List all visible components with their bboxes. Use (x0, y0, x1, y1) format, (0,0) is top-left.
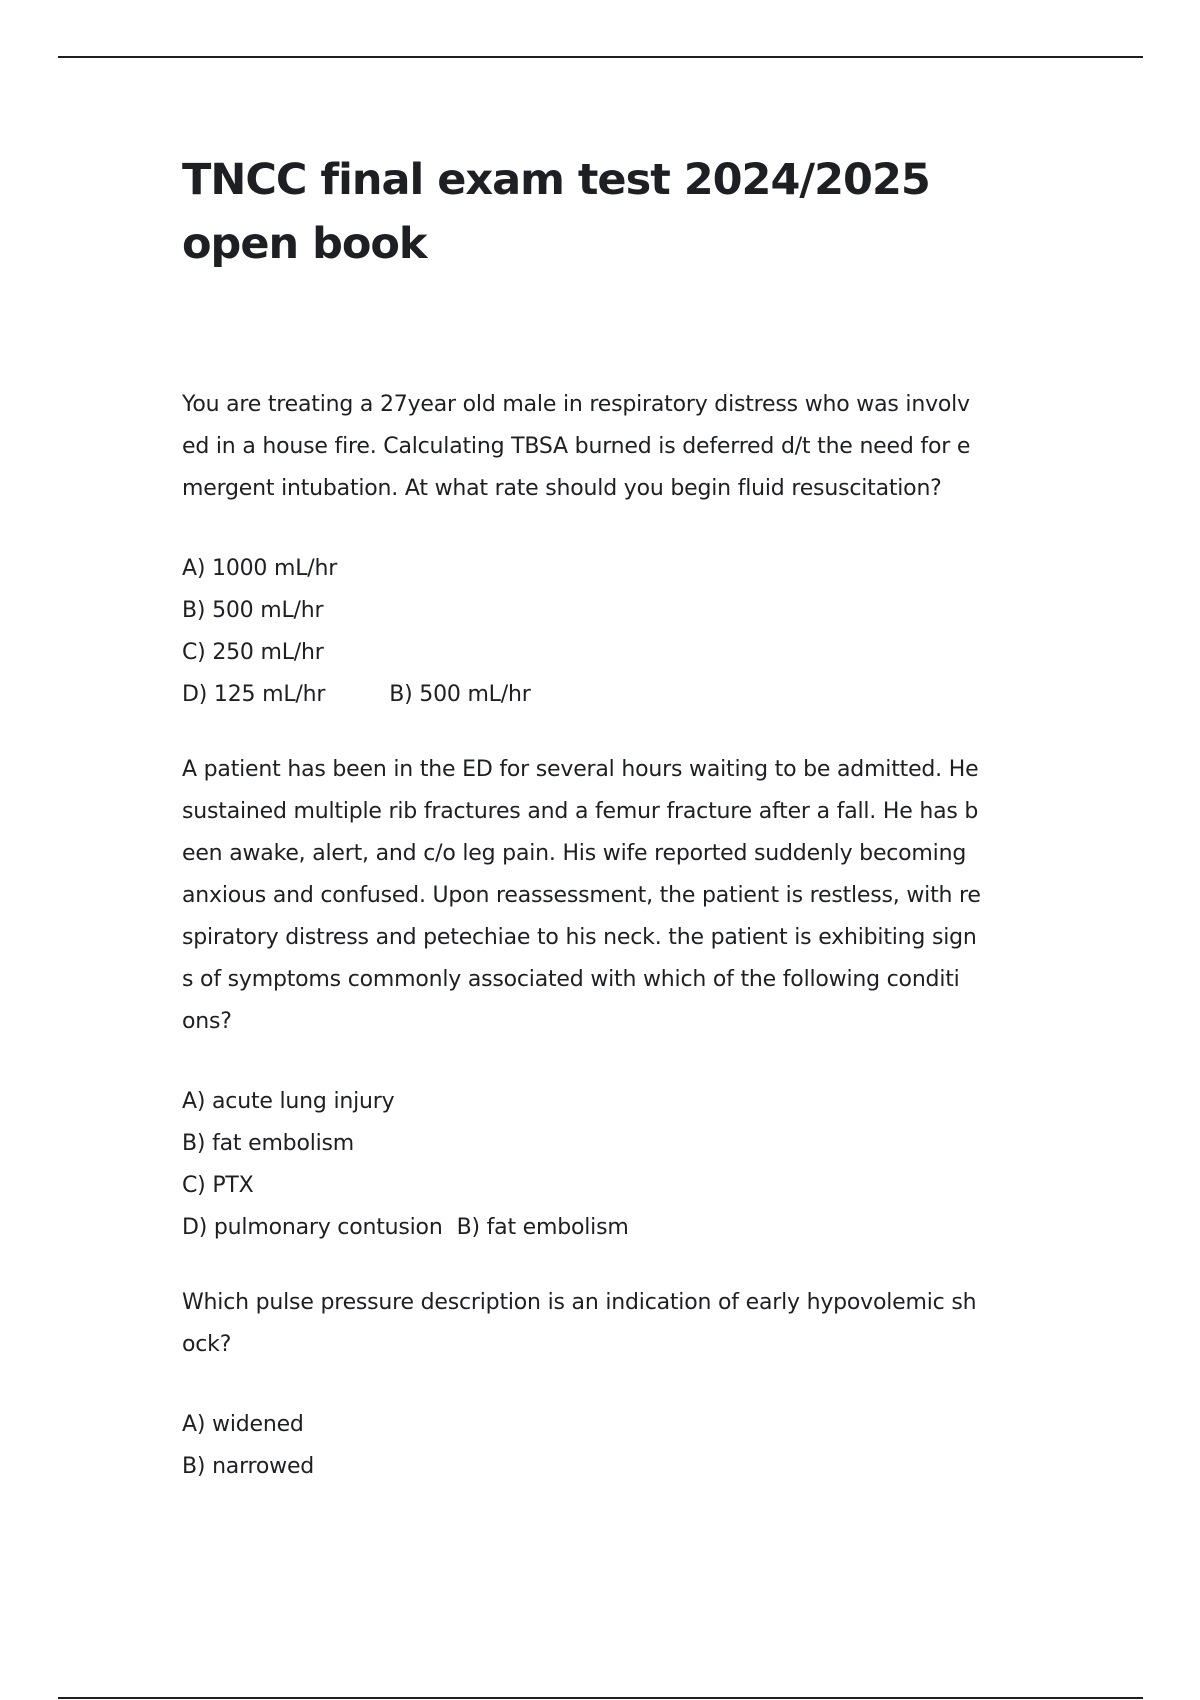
option-a: A) widened (182, 1412, 304, 1437)
question-text: Which pulse pressure description is an indication of early hypovolemic sh ock? (182, 1290, 977, 1357)
question-1 (182, 384, 1042, 716)
question-text: A patient has been in the ED for several hours waiting to be admitted. He sustained multiple rib fractures and a femur fracture after a fall. He has b een awake, alert, and c/o leg pain. His wife reported suddenly becoming anxious and confused. Upon reassessment, the patient is restless, with re spiratory distress and petechiae to his neck. the patient is exhibiting sign s of symptoms commonly associated with which of the following conditi ons? (182, 757, 981, 1034)
answer-options (182, 1404, 1042, 1488)
question-list (182, 384, 1042, 1488)
answer-options (182, 1081, 1042, 1249)
answer-options (182, 548, 1042, 716)
top-divider (58, 56, 1143, 58)
option-d-row (182, 1207, 1042, 1249)
bottom-divider (58, 1697, 1143, 1699)
option-c: C) PTX (182, 1173, 254, 1198)
option-d-row (182, 674, 1042, 716)
option-d: D) pulmonary contusion (182, 1215, 443, 1240)
option-a: A) 1000 mL/hr (182, 556, 338, 581)
option-b: B) 500 mL/hr (182, 598, 324, 623)
option-b: B) narrowed (182, 1454, 315, 1479)
option-a: A) acute lung injury (182, 1089, 395, 1114)
correct-answer: B) 500 mL/hr (389, 682, 531, 707)
option-c: C) 250 mL/hr (182, 640, 324, 665)
question-2 (182, 749, 1042, 1249)
document-title: TNCC final exam test 2024/2025 open book (182, 155, 930, 269)
document-body (182, 148, 1042, 1521)
option-d: D) 125 mL/hr (182, 682, 326, 707)
question-3 (182, 1282, 1042, 1488)
correct-answer: B) fat embolism (456, 1215, 629, 1240)
option-b: B) fat embolism (182, 1131, 355, 1156)
question-text: You are treating a 27year old male in respiratory distress who was involv ed in a house fire. Calculating TBSA burned is deferred d/t the need for e mergent intubation. At what rate should you begin fluid resuscitation? (182, 392, 971, 501)
